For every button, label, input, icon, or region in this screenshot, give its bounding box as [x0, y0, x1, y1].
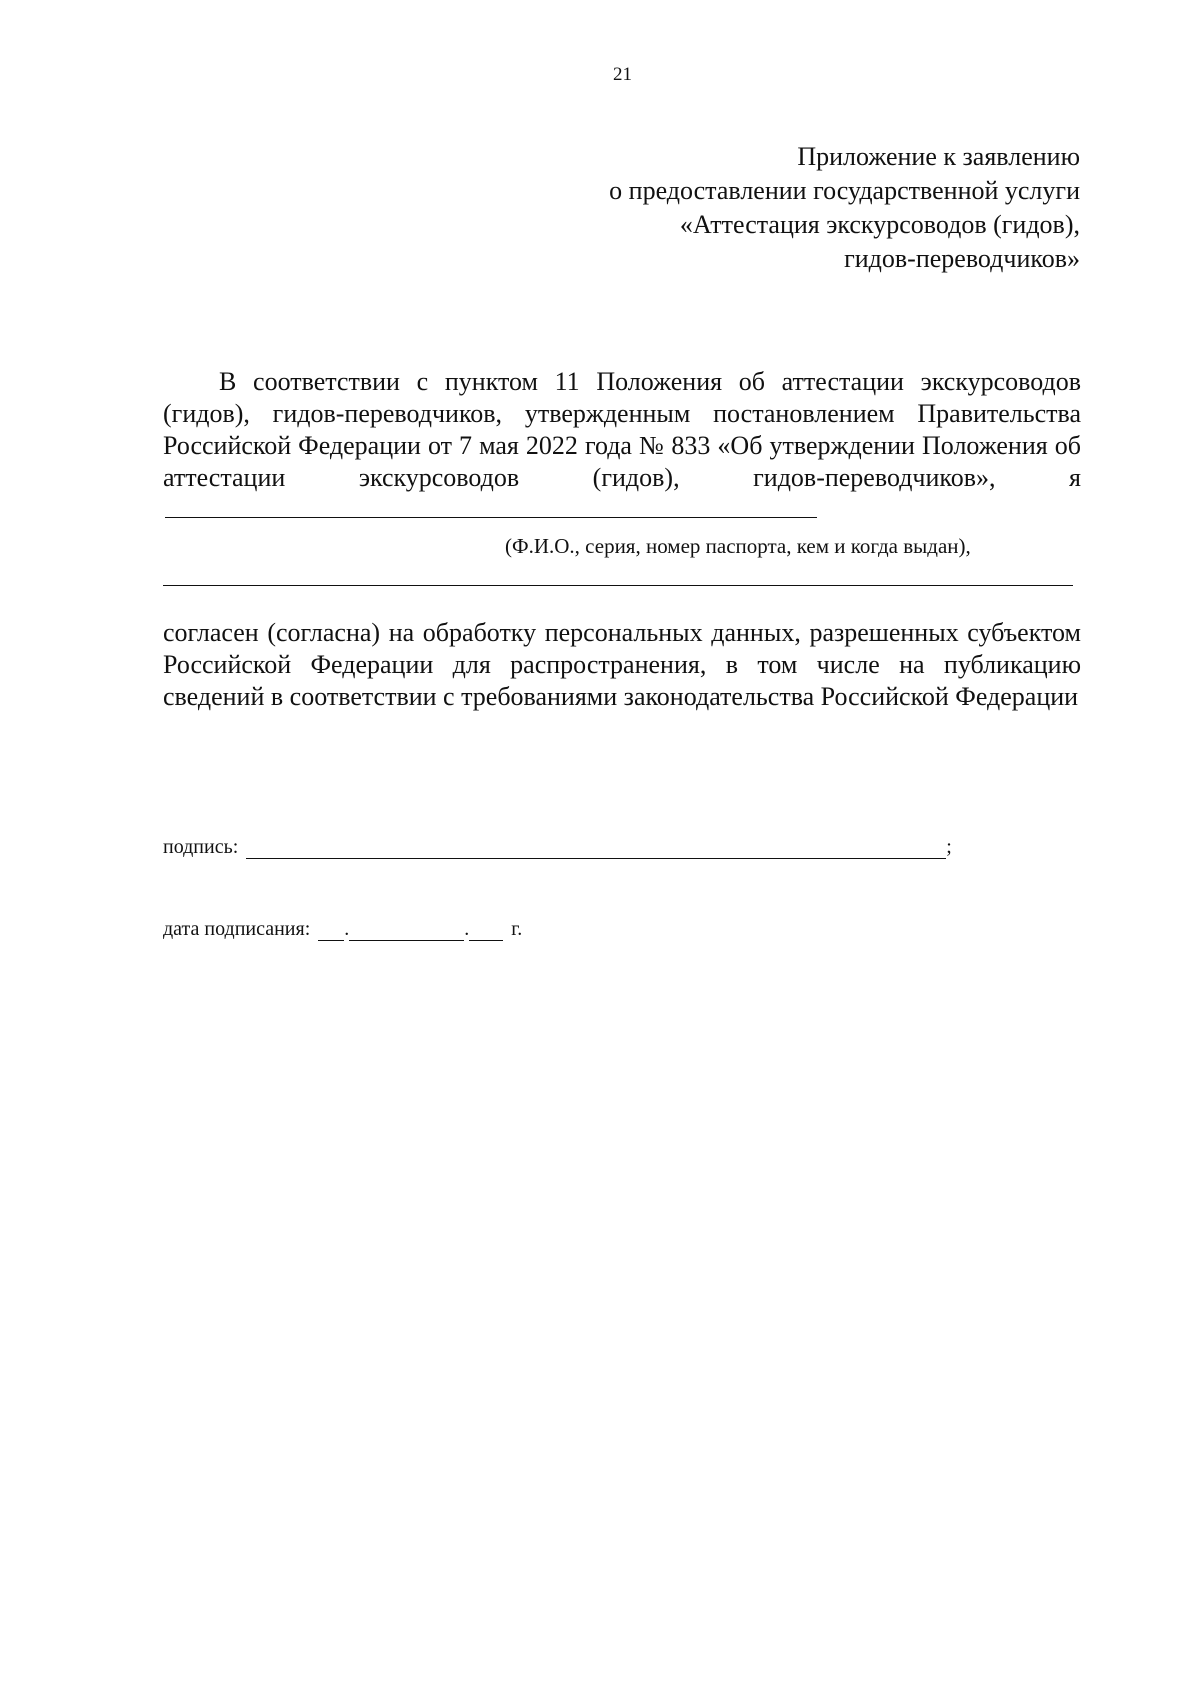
- consent-paragraph-1: [163, 366, 1081, 526]
- date-month-line[interactable]: [349, 922, 464, 941]
- fill-caption: (Ф.И.О., серия, номер паспорта, кем и когда выдан),: [505, 534, 971, 558]
- date-separator-2: .: [464, 918, 470, 940]
- signature-end-mark: ;: [946, 836, 952, 858]
- date-year-line[interactable]: [469, 922, 503, 941]
- consent-paragraph-1-text: В соответствии с пунктом 11 Положения об аттестации экскурсоводов (гидов), гидов-переводчиков, утвержденным постановлением Правительства Российской Федерации от 7 мая 2022 года № 833 «Об утверждении Положения об аттестации экскурсоводов (гидов), гидов-переводчиков», я: [163, 367, 1081, 492]
- signing-date-row: [163, 918, 522, 941]
- attachment-header: [380, 140, 1080, 276]
- date-year-suffix: г.: [511, 918, 523, 940]
- page-number: 21: [613, 64, 632, 85]
- signature-label: подпись:: [163, 836, 239, 858]
- signature-line[interactable]: [246, 838, 946, 859]
- date-separator-1: .: [344, 918, 350, 940]
- header-line-1: Приложение к заявлению: [797, 142, 1080, 171]
- header-line-3: «Аттестация экскурсоводов (гидов),: [679, 210, 1080, 239]
- date-day-line[interactable]: [318, 922, 344, 941]
- signature-row: [163, 836, 952, 859]
- passport-fill-line[interactable]: [163, 585, 1073, 586]
- header-line-4: гидов-переводчиков»: [844, 244, 1080, 273]
- name-fill-line[interactable]: [165, 497, 817, 518]
- consent-paragraph-2: согласен (согласна) на обработку персональных данных, разрешенных субъектом Российской Федерации для распространения, в том числе на публикацию сведений в соответствии с требованиями законодательства Российской Федерации: [163, 618, 1081, 711]
- header-line-2: о предоставлении государственной услуги: [609, 176, 1080, 205]
- signing-date-label: дата подписания:: [163, 918, 311, 940]
